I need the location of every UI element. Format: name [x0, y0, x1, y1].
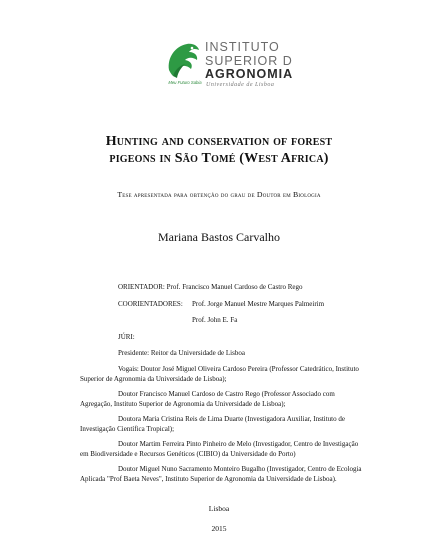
- jury-president: Presidente: Reitor da Universidade de Lisboa: [118, 349, 245, 357]
- logo-text-instituto: INSTITUTO: [205, 40, 280, 54]
- orientador-line: [118, 283, 303, 293]
- author-name: Mariana Bastos Carvalho: [158, 230, 280, 244]
- thesis-title-line-2: pigeons in São Tomé (West Africa): [109, 151, 329, 166]
- logo-text-agronomia: AGRONOMIA: [205, 67, 294, 81]
- jury-label: JÚRI:: [118, 333, 135, 341]
- thesis-degree-statement: Tese apresentada para obtenção do grau de Doutor em Biologia: [117, 190, 321, 199]
- jury-vogal-1-line-2: Superior de Agronomia da Universidade de Lisboa);: [80, 375, 227, 383]
- coorientadores-label: COORIENTADORES:: [118, 300, 183, 308]
- jury-vogal-3-line-1: Doutora Maria Cristina Reis de Lima Duarte (Investigadora Auxiliar, Instituto de: [118, 415, 345, 423]
- logo-text-universidade: Universidade de Lisboa: [206, 82, 275, 88]
- logo-tagline: Meu Futuro Sabia: [168, 80, 202, 85]
- orientador-name: Prof. Francisco Manuel Cardoso de Castro Rego: [166, 283, 303, 291]
- jury-vogal-5-line-1: Doutor Miguel Nuno Sacramento Monteiro Bugalho (Investigador, Centro de Ecologia: [118, 465, 362, 473]
- jury-vogal-3-line-2: Investigação Científica Tropical);: [80, 425, 175, 433]
- jury-vogal-4-line-2: em Biodiversidade e Recursos Genéticos (CIBIO) da Universidade do Porto): [80, 450, 296, 458]
- jury-vogal-5-line-2: Aplicada "Prof Baeta Neves", Instituto Superior de Agronomia da Universidade de Lisboa).: [80, 475, 337, 483]
- jury-vogal-2-line-2: Agregação, Instituto Superior de Agronomia da Universidade de Lisboa);: [80, 400, 286, 408]
- coorientador-1: Prof. Jorge Manuel Mestre Marques Palmeirim: [192, 300, 325, 308]
- coorientador-2: Prof. John E. Fa: [192, 316, 238, 324]
- year: 2015: [211, 524, 227, 533]
- jury-vogal-2-line-1: Doutor Francisco Manuel Cardoso de Castro Rego (Professor Associado com: [118, 390, 335, 398]
- logo-text-superior: SUPERIOR D: [205, 54, 293, 68]
- orientador-label: ORIENTADOR:: [118, 283, 165, 291]
- jury-vogal-4-line-1: Doutor Martim Ferreira Pinto Pinheiro de Melo (Investigador, Centro de Investigação: [118, 440, 359, 448]
- city: Lisboa: [208, 504, 230, 513]
- jury-vogal-1-line-1: Vogais: Doutor José Miguel Oliveira Cardoso Pereira (Professor Catedrático, Instituto: [118, 365, 359, 373]
- thesis-title-line-1: Hunting and conservation of forest: [105, 134, 333, 149]
